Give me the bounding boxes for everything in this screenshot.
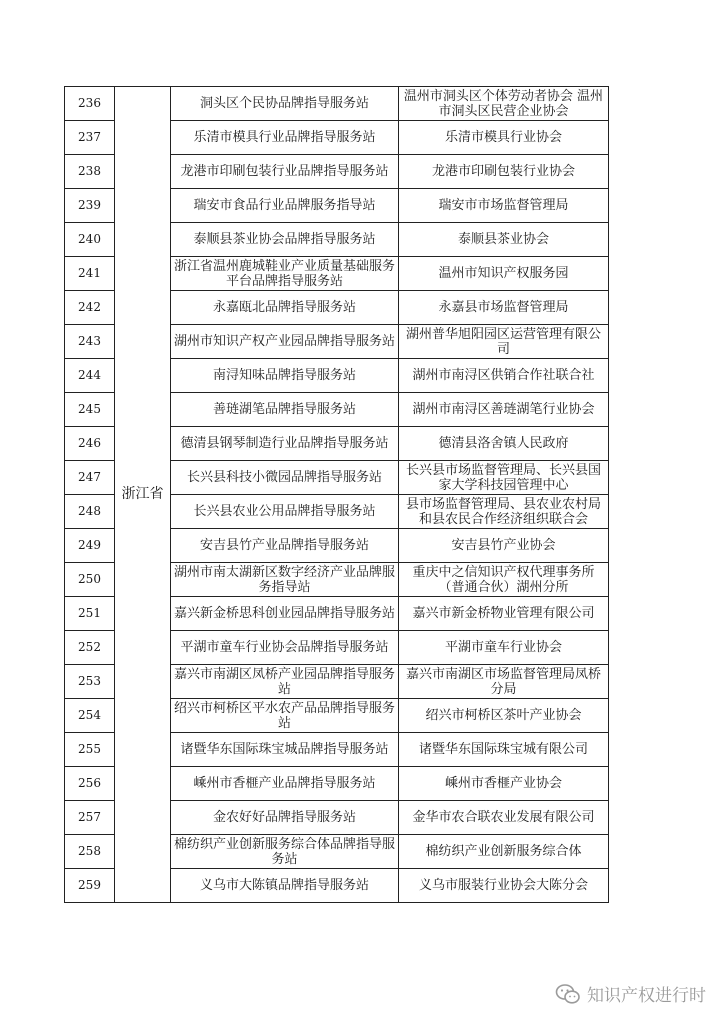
station-name: 德清县钢琴制造行业品牌指导服务站 <box>171 427 399 461</box>
row-number: 255 <box>65 733 115 767</box>
station-name: 棉纺织产业创新服务综合体品牌指导服务站 <box>171 835 399 869</box>
station-name: 嵊州市香榧产业品牌指导服务站 <box>171 767 399 801</box>
organizer-name: 诸暨华东国际珠宝城有限公司 <box>399 733 609 767</box>
organizer-name: 瑞安市市场监督管理局 <box>399 189 609 223</box>
province-cell: 浙江省 <box>115 87 171 903</box>
watermark-text: 知识产权进行时 <box>587 986 706 1006</box>
row-number: 238 <box>65 155 115 189</box>
row-number: 256 <box>65 767 115 801</box>
row-number: 239 <box>65 189 115 223</box>
row-number: 250 <box>65 563 115 597</box>
organizer-name: 重庆中之信知识产权代理事务所（普通合伙）湖州分所 <box>399 563 609 597</box>
station-name: 嘉兴市南湖区凤桥产业园品牌指导服务站 <box>171 665 399 699</box>
row-number: 237 <box>65 121 115 155</box>
organizer-name: 长兴县市场监督管理局、长兴县国家大学科技园管理中心 <box>399 461 609 495</box>
row-number: 244 <box>65 359 115 393</box>
station-name: 龙港市印刷包装行业品牌指导服务站 <box>171 155 399 189</box>
organizer-name: 龙港市印刷包装行业协会 <box>399 155 609 189</box>
row-number: 240 <box>65 223 115 257</box>
organizer-name: 安吉县竹产业协会 <box>399 529 609 563</box>
station-name: 嘉兴新金桥思科创业园品牌指导服务站 <box>171 597 399 631</box>
organizer-name: 棉纺织产业创新服务综合体 <box>399 835 609 869</box>
station-name: 长兴县农业公用品牌指导服务站 <box>171 495 399 529</box>
table-row <box>65 87 609 121</box>
row-number: 257 <box>65 801 115 835</box>
organizer-name: 乐清市模具行业协会 <box>399 121 609 155</box>
organizer-name: 温州市知识产权服务园 <box>399 257 609 291</box>
station-name: 平湖市童车行业协会品牌指导服务站 <box>171 631 399 665</box>
station-name: 永嘉瓯北品牌指导服务站 <box>171 291 399 325</box>
station-name: 浙江省温州鹿城鞋业产业质量基础服务平台品牌指导服务站 <box>171 257 399 291</box>
organizer-name: 平湖市童车行业协会 <box>399 631 609 665</box>
wechat-icon <box>555 983 581 1005</box>
organizer-name: 嘉兴市南湖区市场监督管理局凤桥分局 <box>399 665 609 699</box>
row-number: 254 <box>65 699 115 733</box>
station-name: 瑞安市食品行业品牌服务指导站 <box>171 189 399 223</box>
organizer-name: 永嘉县市场监督管理局 <box>399 291 609 325</box>
organizer-name: 温州市洞头区个体劳动者协会 温州市洞头区民营企业协会 <box>399 87 609 121</box>
row-number: 258 <box>65 835 115 869</box>
organizer-name: 嵊州市香榧产业协会 <box>399 767 609 801</box>
row-number: 247 <box>65 461 115 495</box>
row-number: 241 <box>65 257 115 291</box>
organizer-name: 县市场监督管理局、县农业农村局和县农民合作经济组织联合会 <box>399 495 609 529</box>
document-page <box>64 86 609 903</box>
organizer-name: 湖州普华旭阳园区运营管理有限公司 <box>399 325 609 359</box>
station-name: 泰顺县茶业协会品牌指导服务站 <box>171 223 399 257</box>
station-name: 善琏湖笔品牌指导服务站 <box>171 393 399 427</box>
row-number: 243 <box>65 325 115 359</box>
station-name: 长兴县科技小微园品牌指导服务站 <box>171 461 399 495</box>
station-name: 义乌市大陈镇品牌指导服务站 <box>171 869 399 903</box>
station-name: 安吉县竹产业品牌指导服务站 <box>171 529 399 563</box>
station-name: 绍兴市柯桥区平水农产品品牌指导服务站 <box>171 699 399 733</box>
row-number: 248 <box>65 495 115 529</box>
station-name: 金农好好品牌指导服务站 <box>171 801 399 835</box>
station-name: 洞头区个民协品牌指导服务站 <box>171 87 399 121</box>
organizer-name: 义乌市服装行业协会大陈分会 <box>399 869 609 903</box>
organizer-name: 嘉兴市新金桥物业管理有限公司 <box>399 597 609 631</box>
row-number: 252 <box>65 631 115 665</box>
brand-station-table <box>64 86 609 903</box>
organizer-name: 金华市农合联农业发展有限公司 <box>399 801 609 835</box>
row-number: 259 <box>65 869 115 903</box>
row-number: 249 <box>65 529 115 563</box>
station-name: 诸暨华东国际珠宝城品牌指导服务站 <box>171 733 399 767</box>
row-number: 236 <box>65 87 115 121</box>
organizer-name: 湖州市南浔区善琏湖笔行业协会 <box>399 393 609 427</box>
row-number: 253 <box>65 665 115 699</box>
organizer-name: 德清县洛舍镇人民政府 <box>399 427 609 461</box>
station-name: 乐清市模具行业品牌指导服务站 <box>171 121 399 155</box>
organizer-name: 泰顺县茶业协会 <box>399 223 609 257</box>
organizer-name: 绍兴市柯桥区茶叶产业协会 <box>399 699 609 733</box>
station-name: 湖州市知识产权产业园品牌指导服务站 <box>171 325 399 359</box>
station-name: 湖州市南太湖新区数字经济产业品牌服务指导站 <box>171 563 399 597</box>
row-number: 246 <box>65 427 115 461</box>
organizer-name: 湖州市南浔区供销合作社联合社 <box>399 359 609 393</box>
row-number: 242 <box>65 291 115 325</box>
row-number: 251 <box>65 597 115 631</box>
station-name: 南浔知味品牌指导服务站 <box>171 359 399 393</box>
row-number: 245 <box>65 393 115 427</box>
watermark <box>555 981 706 1006</box>
